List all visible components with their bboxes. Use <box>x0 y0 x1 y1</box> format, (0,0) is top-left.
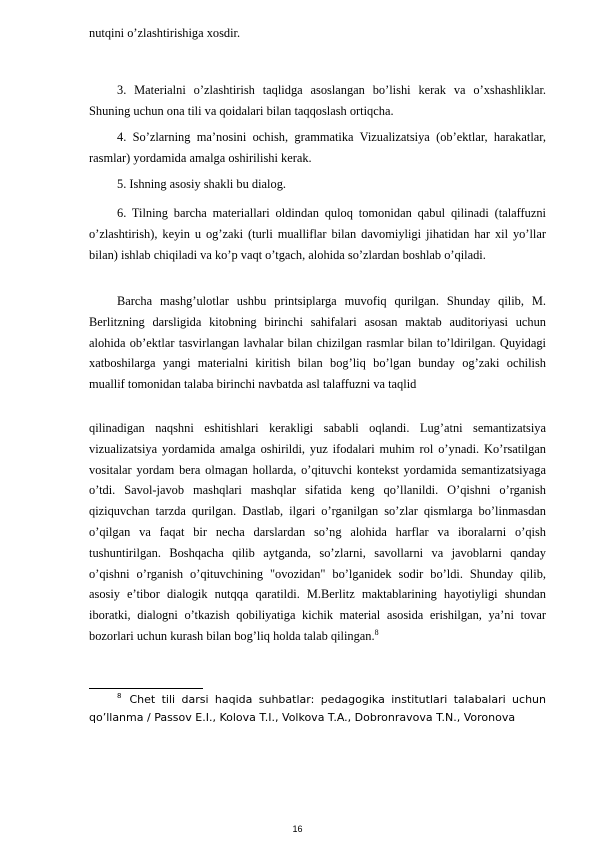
paragraph-berlitz-intro: Barcha mashg’ulotlar ushbu printsiplarga muvofiq qurilgan. Shunday qilib, M. Berlitzning darsligida kitobning birinchi sahifalari asosan maktab auditoriyasi uchun alohida ob’ektlar tasvirlangan lavhalar bilan chizilgan rasmlar bilan to’ldirilgan. Quyidagi xatboshilarga yangi materialni kiritish bilan bog’liq bo’lgan bunday og’zaki ochilish muallif tomonidan talaba birinchi navbatda asl talaffuzni va taqlid <box>89 294 546 392</box>
paragraph-berlitz-method-text: qilinadigan naqshni eshitishlari kerakligi sababli oqlandi. Lug’atni semantizatsiya vizualizatsiya yordamida amalga oshirildi, yuz ifodalari muhim rol o’ynadi. Ko’rsatilgan vositalar yordam bera olmagan hollarda, o’qituvchi kontekst yordamida semantizatsiyaga o’tdi. Savol-javob mashqlari mashqlar sifatida keng qo’llanildi. O’qishni o’rganish qiziquvchan tarzda qurilgan. Dastlab, ilgari o’rganilgan so’zlar qismlarga bo’linmasdan o’qilgan va faqat bir necha darslardan so’ng alohida harflar va iboralarni o’qish tushuntirilgan. Boshqacha qilib aytganda, so’zlarni, savollarni va javoblarni qanday o’qishni o’rganish o’qituvchining "ovozidan" bo’lganidek sodir bo’ldi. Shunday qilib, asosiy e’tibor dialogik nutqqa qaratildi. M.Berlitz maktablarining hayotiyligi shundan iboratki, dialogni o’tkazish qobiliyatiga kichik material asosida erishilgan, ya’ni tovar bozorlari uchun kurash bilan bog’liq holda talab qilingan. <box>89 421 546 643</box>
paragraph-continuation: nutqini o’zlashtirishiga xosdir. <box>89 26 241 40</box>
footnote-text: Chet tili darsi haqida suhbatlar: pedagogika institutlari talabalari uchun qo’llanma / Passov E.I., Kolova T.I., Volkova T.A., Dobronravova T.N., Voronova <box>89 693 546 724</box>
paragraph-berlitz-method <box>89 418 546 647</box>
page-number: 16 <box>292 824 303 834</box>
paragraph-principle-6: 6. Tilning barcha materiallari oldindan quloq tomonidan qabul qilinadi (talaffuzni o’zlashtirish), keyin u og’zaki (turli mualliflar bilan davomiyligi jihatidan har xil yo’llar bilan) ishlab chiqiladi va ko’p vaqt o’tgach, alohida so’zlardan boshlab o’qiladi. <box>89 206 546 262</box>
footnote <box>89 691 546 727</box>
paragraph-principle-3: 3. Materialni o’zlashtirish taqlidga asoslangan bo’lishi kerak va o’xshashliklar. Shuning uchun ona tili va qoidalari bilan taqqoslash ortiqcha. <box>89 83 546 118</box>
paragraph-principle-4: 4. So’zlarning ma’nosini ochish, grammatika Vizualizatsiya (ob’ektlar, harakatlar, rasmlar) yordamida amalga oshirilishi kerak. <box>89 130 546 165</box>
footnote-reference[interactable]: 8 <box>374 627 379 637</box>
footnote-mark: 8 <box>117 692 122 701</box>
footnote-divider <box>89 688 203 689</box>
paragraph-principle-5: 5. Ishning asosiy shakli bu dialog. <box>117 177 286 191</box>
